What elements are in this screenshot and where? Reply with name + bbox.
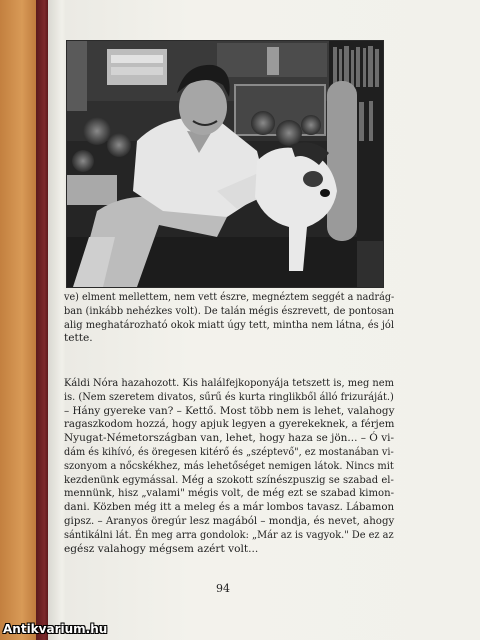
- text-line: mennünk, hisz „valami" mégis volt, de még ezt se szabad kimon-: [64, 487, 395, 500]
- paragraph-2: [64, 377, 394, 556]
- text-line: – Hány gyereke van? – Kettő. Most több nem is lehet, valahogy: [64, 404, 395, 417]
- text-line: kezdenünk egymással. Még a szokott színészpuszig se szabad el-: [64, 473, 394, 486]
- wooden-background: [0, 0, 40, 640]
- text-line: gipsz. – Aranyos öregúr lesz magából – mondja, és nevet, ahogy: [64, 514, 395, 527]
- text-line: is. (Nem szeretem divatos, sűrű és kurta ringlikből álló frizuráját.): [64, 390, 394, 403]
- text-line: egész valahogy mégsem azért volt...: [64, 542, 259, 555]
- man-with-dog-photo: [66, 40, 384, 288]
- text-line: sántikálni lát. Én meg arra gondolok: „Már az is vagyok." De ez az: [64, 528, 394, 541]
- text-line: dám és kihívó, és öregesen kitérő és „széptevő", ez mostanában vi-: [64, 445, 394, 458]
- paragraph-1: [64, 291, 394, 346]
- text-line: Káldi Nóra hazahozott. Kis halálfejkoponyája tetszett is, meg nem: [64, 377, 394, 389]
- text-line: alig meghatározható okok miatt úgy tett, mintha nem látna, és jól: [64, 318, 395, 331]
- page-number: 94: [216, 582, 230, 595]
- text-line: Nyugat-Németországban van, lehet, hogy haza se jön... – Ó vi-: [64, 432, 395, 445]
- watermark: Antikvarium.hu: [3, 622, 108, 636]
- text-line: dani. Közben még itt a meleg és a már lombos tavasz. Lábamon: [64, 501, 395, 514]
- text-line: ragaszkodom hozzá, hogy apjuk legyen a gyerekeknek, a férjem: [64, 418, 395, 431]
- text-line: tette.: [64, 332, 93, 345]
- text-line: ve) elment mellettem, nem vett észre, megnéztem seggét a nadrág-: [64, 291, 395, 303]
- text-line: szonyom a nőcskékhez, más lehetőséget nemigen látok. Nincs mit: [64, 459, 394, 472]
- text-line: ban (inkább nehézkes volt). De talán mégis észrevett, de pontosan: [64, 304, 395, 317]
